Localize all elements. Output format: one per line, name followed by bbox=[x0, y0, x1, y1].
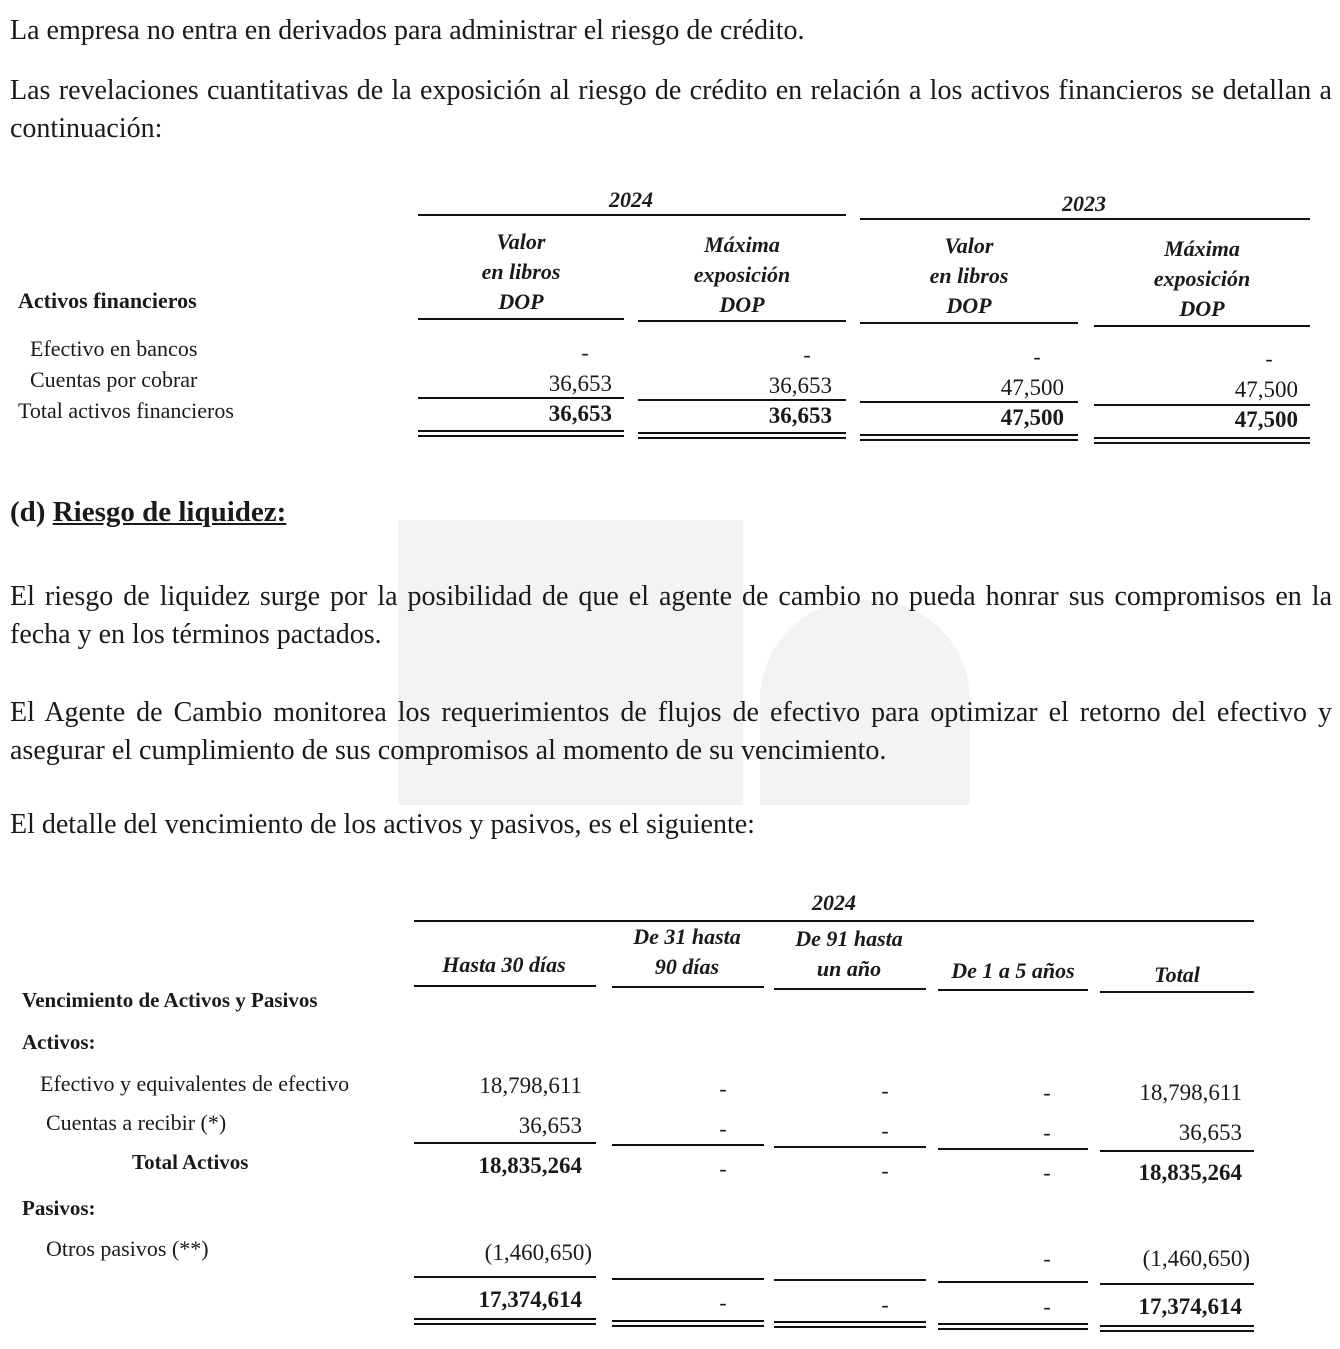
cell: - bbox=[719, 1116, 727, 1141]
cell: 47,500 bbox=[1000, 405, 1064, 430]
rule bbox=[414, 1142, 596, 1144]
row-label-total-activos: Total Activos bbox=[132, 1150, 249, 1174]
col-maxima-2023: Máxima exposición DOP bbox=[1153, 236, 1251, 321]
double-rule bbox=[860, 434, 1078, 441]
cell: 36,653 bbox=[768, 373, 832, 398]
cell: 36,653 bbox=[548, 401, 612, 426]
cell: 18,835,264 bbox=[478, 1153, 582, 1178]
cell: - bbox=[881, 1118, 889, 1143]
row-label-cuentas-recibir: Cuentas a recibir (*) bbox=[46, 1110, 227, 1135]
rule bbox=[638, 320, 846, 322]
col-91-ano: De 91 hasta un año bbox=[795, 926, 903, 981]
rule bbox=[414, 1276, 596, 1278]
rule bbox=[418, 214, 846, 216]
rule bbox=[638, 399, 846, 401]
col-hasta-30: Hasta 30 días bbox=[442, 952, 566, 977]
rule bbox=[860, 401, 1078, 403]
rule bbox=[774, 988, 926, 990]
rule bbox=[612, 986, 764, 988]
double-rule bbox=[638, 432, 846, 439]
cell: - bbox=[1033, 344, 1041, 369]
row-label-otros-pasivos: Otros pasivos (**) bbox=[46, 1236, 209, 1261]
intro-line-2: Las revelaciones cuantitativas de la exposición al riesgo de crédito en relación a los activos financieros se detallan a continuación: bbox=[10, 75, 1332, 144]
cell: - bbox=[719, 1156, 727, 1181]
row-label-cuentas-cobrar: Cuentas por cobrar bbox=[30, 367, 198, 392]
cell: (1,460,650) bbox=[484, 1240, 592, 1265]
double-rule bbox=[938, 1323, 1088, 1330]
row-label-efectivo-equivalentes: Efectivo y equivalentes de efectivo bbox=[40, 1071, 350, 1096]
cell: 18,835,264 bbox=[1138, 1160, 1242, 1185]
double-rule bbox=[774, 1321, 926, 1328]
rule bbox=[1100, 991, 1254, 993]
cell: 18,798,611 bbox=[479, 1073, 582, 1098]
cell: - bbox=[1043, 1120, 1051, 1145]
row-label-efectivo-bancos: Efectivo en bancos bbox=[30, 336, 198, 361]
cell: - bbox=[1043, 1246, 1051, 1271]
rule bbox=[1094, 325, 1310, 327]
col-valor-2023: Valor en libros DOP bbox=[929, 233, 1009, 318]
double-rule bbox=[612, 1320, 764, 1327]
table2-year-header: 2024 bbox=[812, 890, 856, 915]
rule bbox=[418, 397, 624, 399]
rule bbox=[418, 318, 624, 320]
cell: - bbox=[881, 1158, 889, 1183]
cell: 36,653 bbox=[518, 1113, 582, 1138]
cell: 47,500 bbox=[1234, 377, 1298, 402]
cell: - bbox=[1265, 346, 1273, 371]
cell: 36,653 bbox=[548, 371, 612, 396]
col-valor-2024: Valor en libros DOP bbox=[481, 229, 561, 314]
rule bbox=[774, 1279, 926, 1281]
year-2023-header: 2023 bbox=[1062, 191, 1106, 216]
cell: - bbox=[803, 342, 811, 367]
cell: 17,374,614 bbox=[1138, 1294, 1242, 1319]
rule bbox=[1100, 1150, 1254, 1152]
liquidity-para-2: El Agente de Cambio monitorea los requerimientos de flujos de efectivo para optimizar el retorno del efectivo y asegurar el cumplimiento de sus compromisos al momento de su vencimiento. bbox=[10, 697, 1332, 766]
section-prefix: (d) bbox=[10, 496, 53, 528]
cell: 47,500 bbox=[1234, 407, 1298, 432]
rule bbox=[774, 1146, 926, 1148]
row-header-activos-financieros: Activos financieros bbox=[18, 288, 197, 313]
cell: 36,653 bbox=[768, 403, 832, 428]
double-rule bbox=[414, 1318, 596, 1325]
cell: - bbox=[1043, 1294, 1051, 1319]
cell: - bbox=[581, 340, 589, 365]
cell: - bbox=[719, 1290, 727, 1315]
rule bbox=[938, 989, 1088, 991]
liquidity-para-1: El riesgo de liquidez surge por la posibilidad de que el agente de cambio no pueda honrar sus compromisos en la fecha y en los términos pactados. bbox=[10, 581, 1332, 650]
section-title: Riesgo de liquidez: bbox=[52, 496, 287, 528]
cell: - bbox=[719, 1076, 727, 1101]
section-heading bbox=[10, 496, 286, 529]
rule bbox=[938, 1148, 1088, 1150]
pasivos-label: Pasivos: bbox=[22, 1196, 96, 1220]
row-header-vencimiento: Vencimiento de Activos y Pasivos bbox=[22, 988, 318, 1012]
cell: 18,798,611 bbox=[1139, 1080, 1242, 1105]
rule bbox=[612, 1278, 764, 1280]
rule bbox=[860, 218, 1310, 220]
col-maxima-2024: Máxima exposición DOP bbox=[693, 232, 791, 317]
cell: (1,460,650) bbox=[1142, 1246, 1250, 1271]
rule bbox=[612, 1144, 764, 1146]
rule bbox=[414, 920, 1254, 922]
cell: 36,653 bbox=[1178, 1120, 1242, 1145]
double-rule bbox=[1100, 1325, 1254, 1332]
cell: - bbox=[1043, 1080, 1051, 1105]
year-2024-header: 2024 bbox=[609, 187, 653, 212]
rule bbox=[1100, 1283, 1254, 1285]
cell: - bbox=[1043, 1160, 1051, 1185]
liquidity-para-3: El detalle del vencimiento de los activos y pasivos, es el siguiente: bbox=[10, 809, 755, 840]
intro-line-1: La empresa no entra en derivados para administrar el riesgo de crédito. bbox=[10, 15, 805, 46]
row-label-total: Total activos financieros bbox=[18, 398, 234, 423]
cell: - bbox=[881, 1292, 889, 1317]
cell: 47,500 bbox=[1000, 375, 1064, 400]
col-1-5-anos: De 1 a 5 años bbox=[951, 958, 1075, 983]
col-31-90: De 31 hasta 90 días bbox=[633, 924, 741, 979]
activos-label: Activos: bbox=[22, 1030, 96, 1054]
double-rule bbox=[418, 430, 624, 437]
rule bbox=[1094, 404, 1310, 406]
double-rule bbox=[1094, 437, 1310, 444]
rule bbox=[414, 985, 596, 987]
rule bbox=[860, 322, 1078, 324]
cell: 17,374,614 bbox=[478, 1287, 582, 1312]
col-total: Total bbox=[1154, 962, 1200, 987]
cell: - bbox=[881, 1078, 889, 1103]
rule bbox=[938, 1281, 1088, 1283]
